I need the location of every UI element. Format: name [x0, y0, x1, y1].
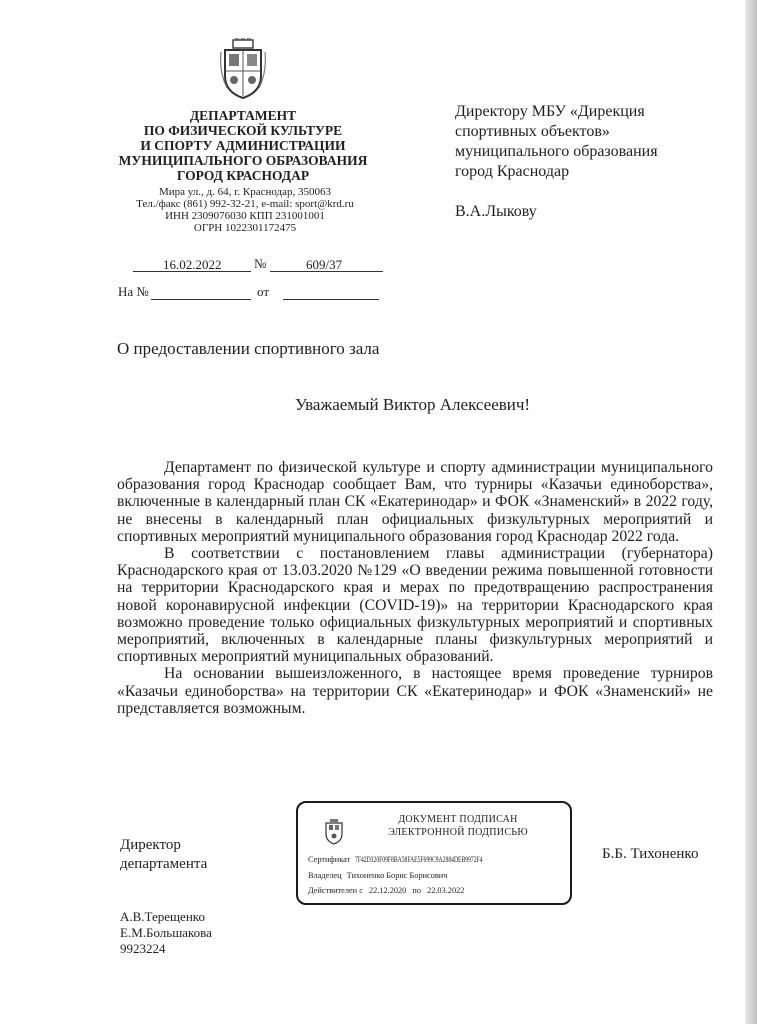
body-paragraph-2: В соответствии с постановлением главы администрации (губернатора) Краснодарского края от 13.03.2020 №129 «О введении режима повышенной готовности на территории Краснодарского края и мерах по предотвращению распространения новой коронавирусной инфекции (COVID-19)» на территории Краснодарского края возможно проведение только официальных физкультурных мероприятий и спортивных мероприятий, включенных в календарные планы физкультурных мероприятий и спортивных мероприятий муниципальных образований. — [117, 545, 713, 666]
org-address: Мира ул., д. 64, г. Краснодар, 350063 — [158, 186, 332, 198]
body-paragraph-3: На основании вышеизложенного, в настоящее время проведение турниров «Казачьи единоборства» на территории СК «Екатеринодар» и ФОК «Знаменский» не представляется возможным. — [117, 665, 713, 717]
letter-number: 609/37 — [306, 257, 343, 272]
stamp-certificate — [308, 855, 543, 864]
org-name-line-1: ДЕПАРТАМЕНТ — [189, 108, 297, 123]
letter-subject: О предоставлении спортивного зала — [117, 339, 380, 358]
signatory-position-line-1: Директор — [120, 837, 181, 853]
stamp-crest-icon — [324, 819, 344, 845]
executors — [120, 909, 212, 957]
reply-to-label: На № — [118, 284, 149, 299]
org-inn-kpp: ИНН 2309076030 КПП 231001001 — [165, 210, 325, 222]
stamp-valid-from: 22.12.2020 — [368, 886, 407, 895]
addressee-name: В.А.Лыкову — [455, 203, 537, 220]
letter-date: 16.02.2022 — [163, 257, 222, 272]
letter-body — [117, 459, 713, 717]
org-name-line-5: ГОРОД КРАСНОДАР — [176, 168, 310, 183]
signatory-name: Б.Б. Тихоненко — [602, 846, 699, 862]
letter-number-label: № — [254, 256, 267, 271]
body-paragraph-1: Департамент по физической культуре и спорту администрации муниципального образования город Краснодар сообщает Вам, что турниры «Казачьи единоборства», включенные в календарный план СК «Екатеринодар» и ФОК «Знаменский» в 2022 году, не внесены в календарный план официальных физкультурных мероприятий и спортивных мероприятий муниципального образования город Краснодар 2022 года. — [117, 459, 713, 545]
stamp-title-line-2: ЭЛЕКТРОННОЙ ПОДПИСЬЮ — [388, 827, 528, 838]
stamp-title-line-1: ДОКУМЕНТ ПОДПИСАН — [398, 814, 518, 825]
stamp-valid-to: 22.03.2022 — [427, 886, 465, 895]
stamp-cert-label: Сертификат — [308, 855, 351, 864]
stamp-owner — [308, 871, 447, 880]
signatory-position — [120, 836, 207, 874]
greeting: Уважаемый Виктор Алексеевич! — [295, 395, 531, 414]
stamp-valid-to-label: по — [412, 886, 421, 895]
executor-1: А.В.Терещенко — [120, 909, 205, 924]
krasnodar-coat-of-arms-icon — [219, 38, 267, 100]
org-name-line-2: ПО ФИЗИЧЕСКОЙ КУЛЬТУРЕ — [143, 123, 343, 138]
stamp-valid-label: Действителен с — [308, 886, 363, 895]
stamp-validity — [308, 886, 464, 895]
stamp-owner-value: Тихоненко Борис Борисович — [346, 871, 448, 880]
org-name-line-3: И СПОРТУ АДМИНИСТРАЦИИ — [140, 138, 346, 153]
addressee-line-4: город Краснодар — [455, 163, 570, 180]
addressee-line-1: Директору МБУ «Дирекция — [455, 103, 645, 120]
stamp-cert-value: 7F42D320F09F8BA58FAE5F699C9A2884DEB9972F4 — [355, 855, 483, 864]
executor-2: Е.М.Большакова — [120, 925, 212, 940]
addressee-line-2: спортивных объектов» — [455, 123, 610, 140]
addressee-line-3: муниципального образования — [455, 143, 658, 160]
reply-from-label: от — [257, 284, 270, 299]
stamp-owner-label: Владелец — [308, 871, 342, 880]
stamp-title — [358, 813, 558, 839]
page-edge — [745, 0, 757, 1024]
org-name-line-4: МУНИЦИПАЛЬНОГО ОБРАЗОВАНИЯ — [118, 153, 368, 168]
org-ogrn: ОГРН 1022301172475 — [193, 222, 297, 234]
executor-phone: 9923224 — [120, 941, 166, 956]
org-phone-email: Тел./факс (861) 992-32-21, e-mail: sport@krd.ru — [136, 198, 354, 210]
electronic-signature-stamp — [296, 801, 572, 905]
signatory-position-line-2: департамента — [120, 856, 208, 872]
